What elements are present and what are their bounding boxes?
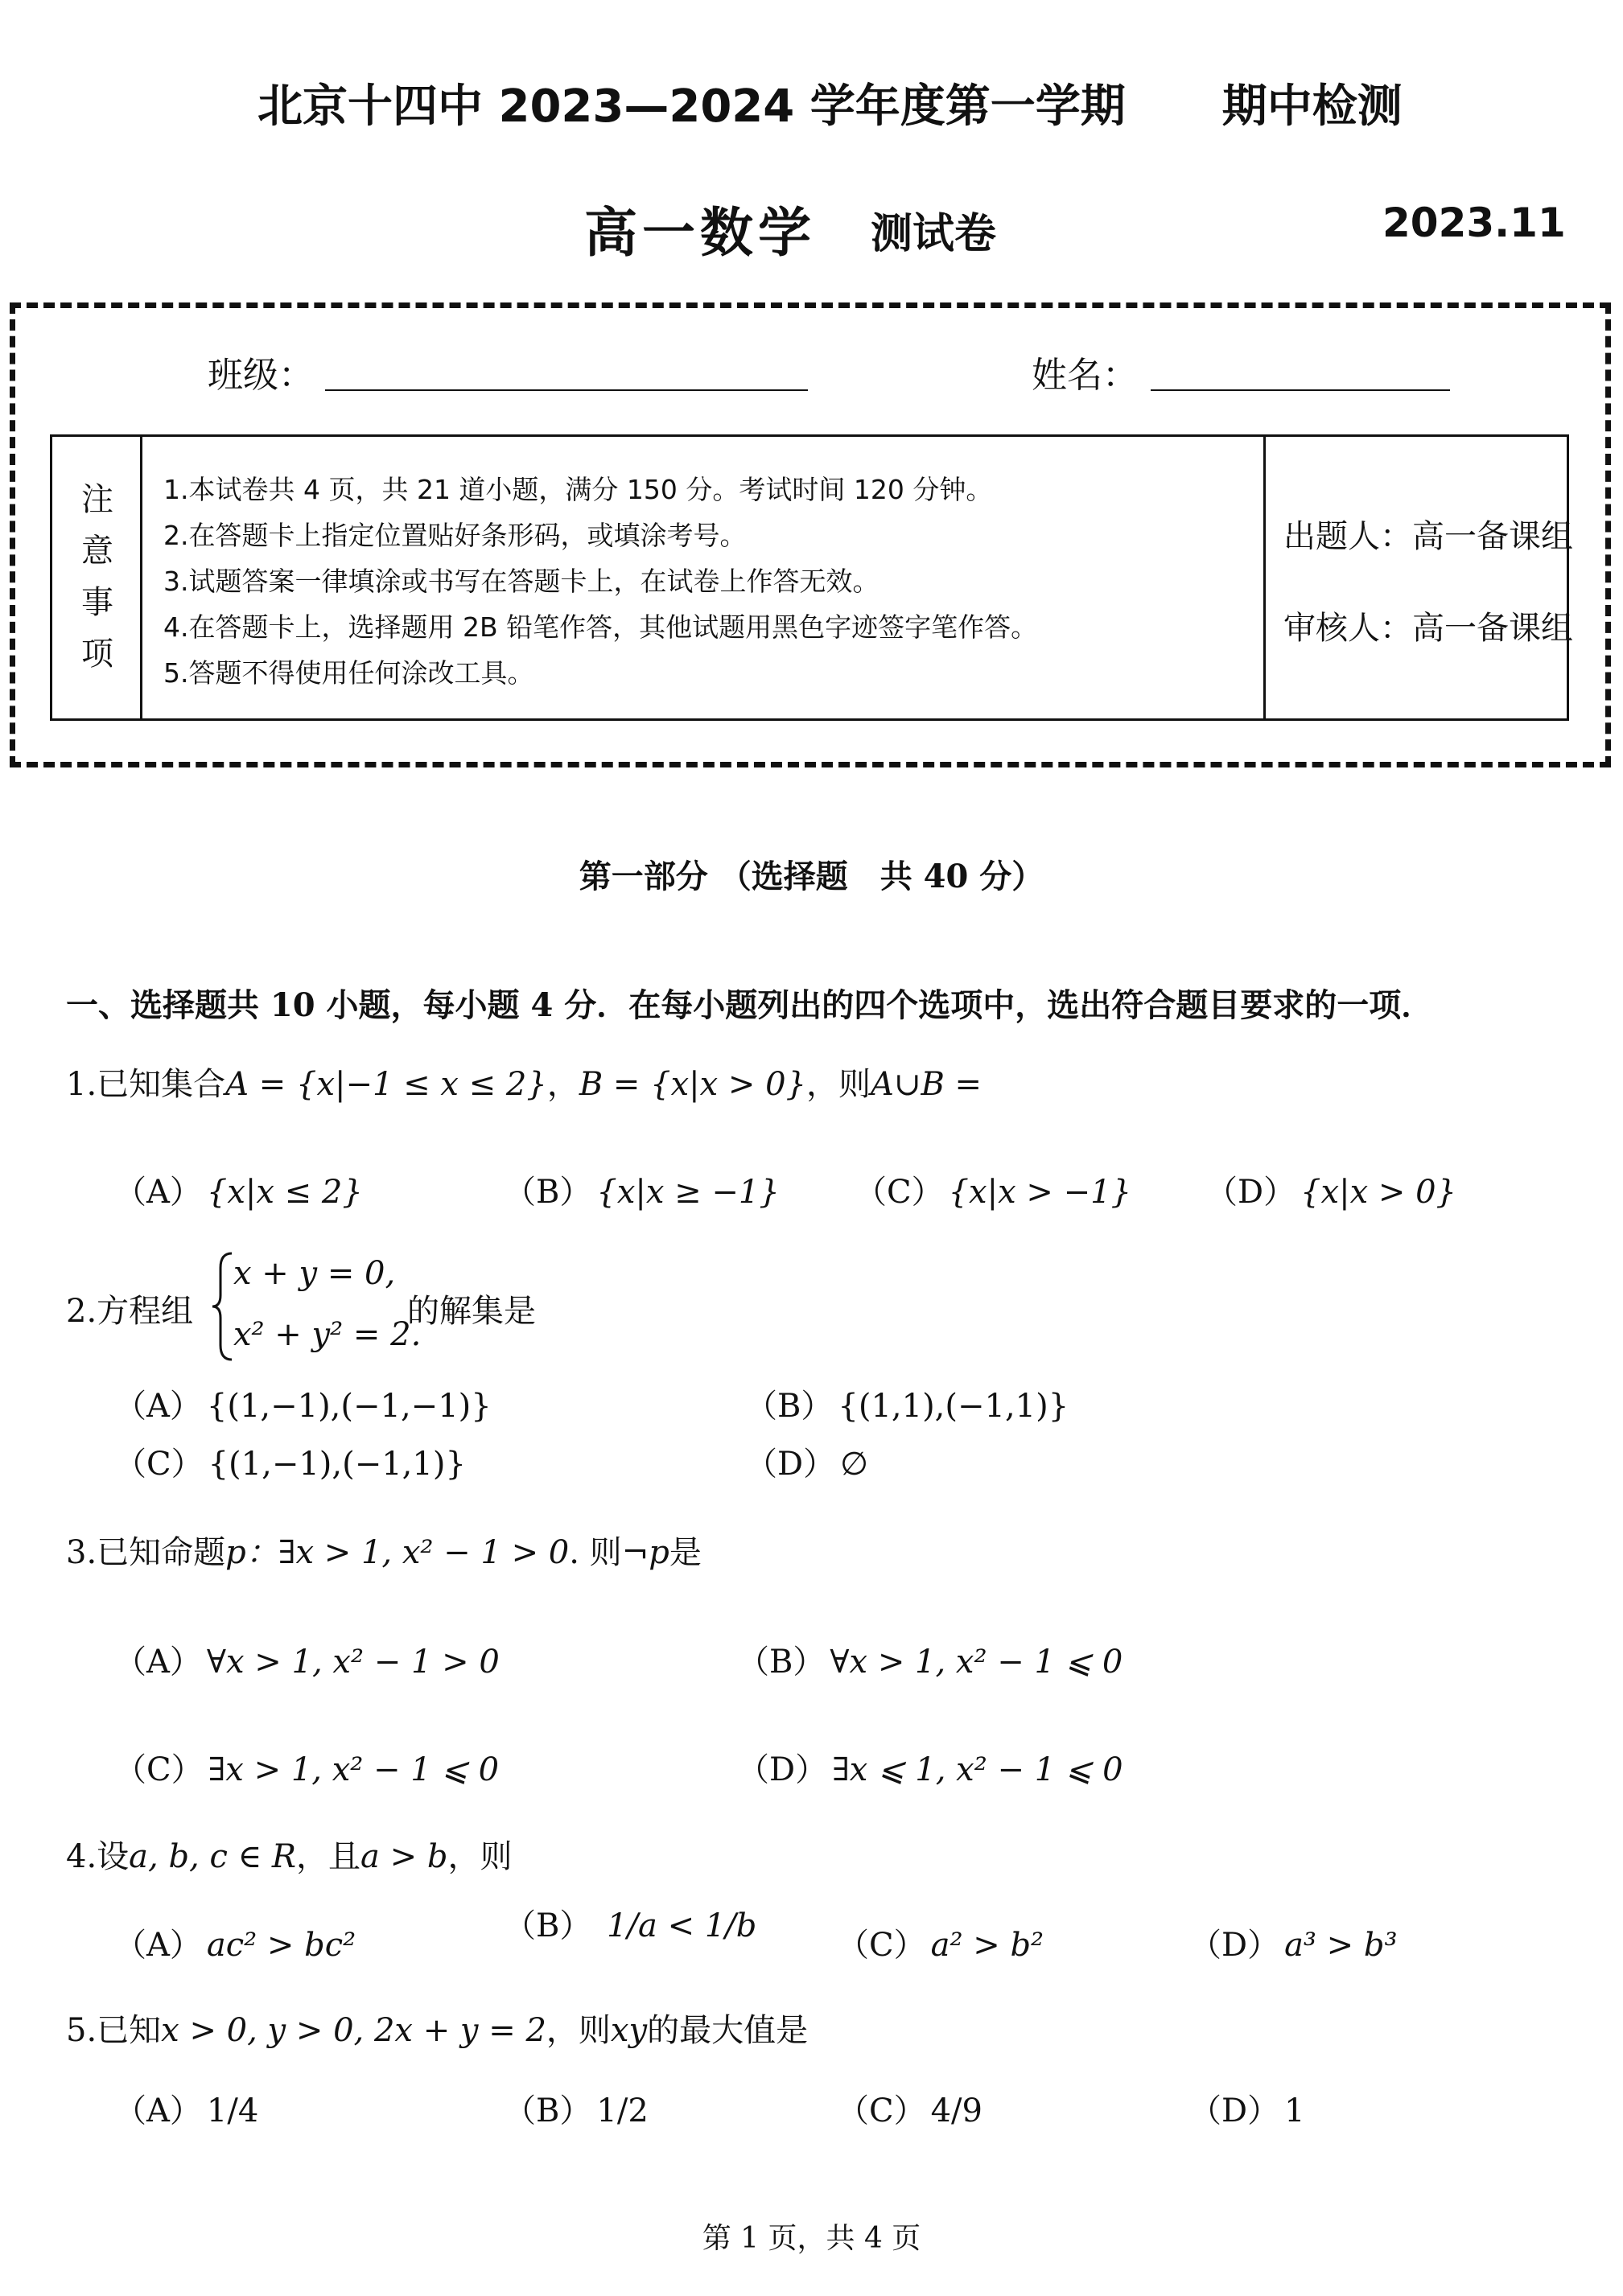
q1-prefix: 1.已知集合: [66, 1066, 226, 1103]
q4-cond: a > b: [360, 1838, 448, 1875]
notice-table: [50, 434, 1573, 721]
q4-option-d[interactable]: （D） a³ > b³: [1189, 1927, 1398, 1964]
paper-type: 测试卷: [871, 210, 997, 258]
q1-option-a[interactable]: （A） {x|x ≤ 2}: [114, 1174, 363, 1211]
q1-sep: ，: [546, 1066, 579, 1103]
rule-item: 5.答题不得使用任何涂改工具。: [163, 657, 534, 689]
q5-cond: x > 0, y > 0, 2x + y = 2: [161, 2012, 546, 2049]
q4-option-a[interactable]: （A） ac² > bc²: [114, 1927, 356, 1964]
name-field[interactable]: [1151, 389, 1450, 391]
q5-xy: xy: [610, 2012, 648, 2049]
setter: 出题人：高一备课组: [1283, 518, 1573, 555]
rule-item: 2.在答题卡上指定位置贴好条形码，或填涂考号。: [163, 520, 747, 551]
section-title: 一、选择题共 10 小题，每小题 4 分．在每小题列出的四个选项中，选出符合题目要求的一项．: [66, 986, 1434, 1024]
part-title: 第一部分 （选择题 共 40 分）: [579, 858, 1044, 895]
q2-option-b[interactable]: （B） {(1,1),(−1,1)}: [745, 1388, 1069, 1425]
notice-char: 注: [81, 481, 113, 518]
q2-suffix: 的解集是: [407, 1293, 536, 1330]
question-1: [66, 1059, 982, 1105]
q4-option-b[interactable]: （B） 1/a < 1/b: [504, 1907, 757, 1944]
page-footer: 第 1 页，共 4 页: [702, 2222, 921, 2255]
q2-eq2: x² + y² = 2.: [233, 1316, 422, 1353]
left-brace-icon: [211, 1250, 235, 1363]
q2-prefix: 2.方程组: [66, 1293, 194, 1330]
class-field[interactable]: [325, 389, 808, 391]
notice-char: 事: [81, 584, 113, 621]
q5-option-a[interactable]: （A） 1/4: [114, 2092, 259, 2129]
q1-set-a: A = {x|−1 ≤ x ≤ 2}: [225, 1066, 547, 1103]
rule-item: 3.试题答案一律填涂或书写在答题卡上，在试卷上作答无效。: [163, 566, 879, 597]
notice-char: 意: [81, 533, 113, 570]
q3-option-c[interactable]: （C） ∃x > 1, x² − 1 ⩽ 0: [114, 1751, 500, 1788]
q1-expr: A∪B =: [871, 1066, 982, 1103]
q5-option-d[interactable]: （D） 1: [1189, 2092, 1305, 2129]
question-3: 3.已知命题p：∃x > 1, x² − 1 > 0. 则¬p是: [66, 1534, 702, 1571]
rules-list: [142, 437, 1266, 718]
exam-type: 期中检测: [1221, 80, 1403, 133]
q3-negp: ¬p: [621, 1534, 669, 1571]
q3-option-d[interactable]: （D） ∃x ⩽ 1, x² − 1 ⩽ 0: [737, 1751, 1123, 1788]
question-5: 5.已知x > 0, y > 0, 2x + y = 2，则xy的最大值是: [66, 2012, 809, 2049]
q1-ask: ，则: [806, 1066, 871, 1103]
notice-heading: [52, 437, 142, 718]
credits: [1266, 437, 1573, 718]
q1-set-b: B = {x|x > 0}: [579, 1066, 807, 1103]
q1-option-c[interactable]: （C） {x|x > −1}: [855, 1174, 1132, 1211]
rule-item: 4.在答题卡上，选择题用 2B 铅笔作答，其他试题用黑色字迹签字笔作答。: [163, 611, 1038, 643]
q1-option-d[interactable]: （D） {x|x > 0}: [1205, 1174, 1456, 1211]
q3-stmt: ：∃x > 1, x² − 1 > 0: [245, 1534, 570, 1571]
q4-b-expr: 1/a < 1/b: [607, 1907, 757, 1944]
q3-option-a[interactable]: （A） ∀x > 1, x² − 1 > 0: [114, 1644, 500, 1681]
school-term: 北京十四中 2023—2024 学年度第一学期: [257, 80, 1126, 133]
q5-option-b[interactable]: （B） 1/2: [504, 2092, 649, 2129]
q2-option-d[interactable]: （D） ∅: [745, 1446, 868, 1483]
q5-option-c[interactable]: （C） 4/9: [837, 2092, 982, 2129]
q2-option-a[interactable]: （A） {(1,−1),(−1,−1)}: [114, 1388, 492, 1425]
q4-vars: a, b, c ∈ R: [129, 1838, 297, 1875]
q3-option-b[interactable]: （B） ∀x > 1, x² − 1 ⩽ 0: [737, 1644, 1123, 1681]
question-4: 4.设a, b, c ∈ R，且a > b，则: [66, 1838, 513, 1875]
name-label: 姓名：: [1032, 355, 1138, 396]
q2-option-c[interactable]: （C） {(1,−1),(−1,1)}: [114, 1446, 466, 1483]
q4-option-c[interactable]: （C） a² > b²: [837, 1927, 1044, 1964]
q2-eq1: x + y = 0,: [233, 1255, 396, 1292]
exam-header: [257, 71, 1403, 135]
exam-date: 2023.11: [1382, 200, 1566, 246]
class-label: 班级：: [208, 355, 314, 396]
q1-option-b[interactable]: （B） {x|x ≥ −1}: [504, 1174, 780, 1211]
reviewer: 审核人：高一备课组: [1283, 610, 1573, 647]
notice-char: 项: [81, 636, 113, 673]
rule-item: 1.本试卷共 4 页，共 21 道小题，满分 150 分。考试时间 120 分钟。: [163, 474, 993, 505]
subject-title: 高一数学: [584, 201, 816, 264]
q3-p: p: [225, 1534, 246, 1571]
